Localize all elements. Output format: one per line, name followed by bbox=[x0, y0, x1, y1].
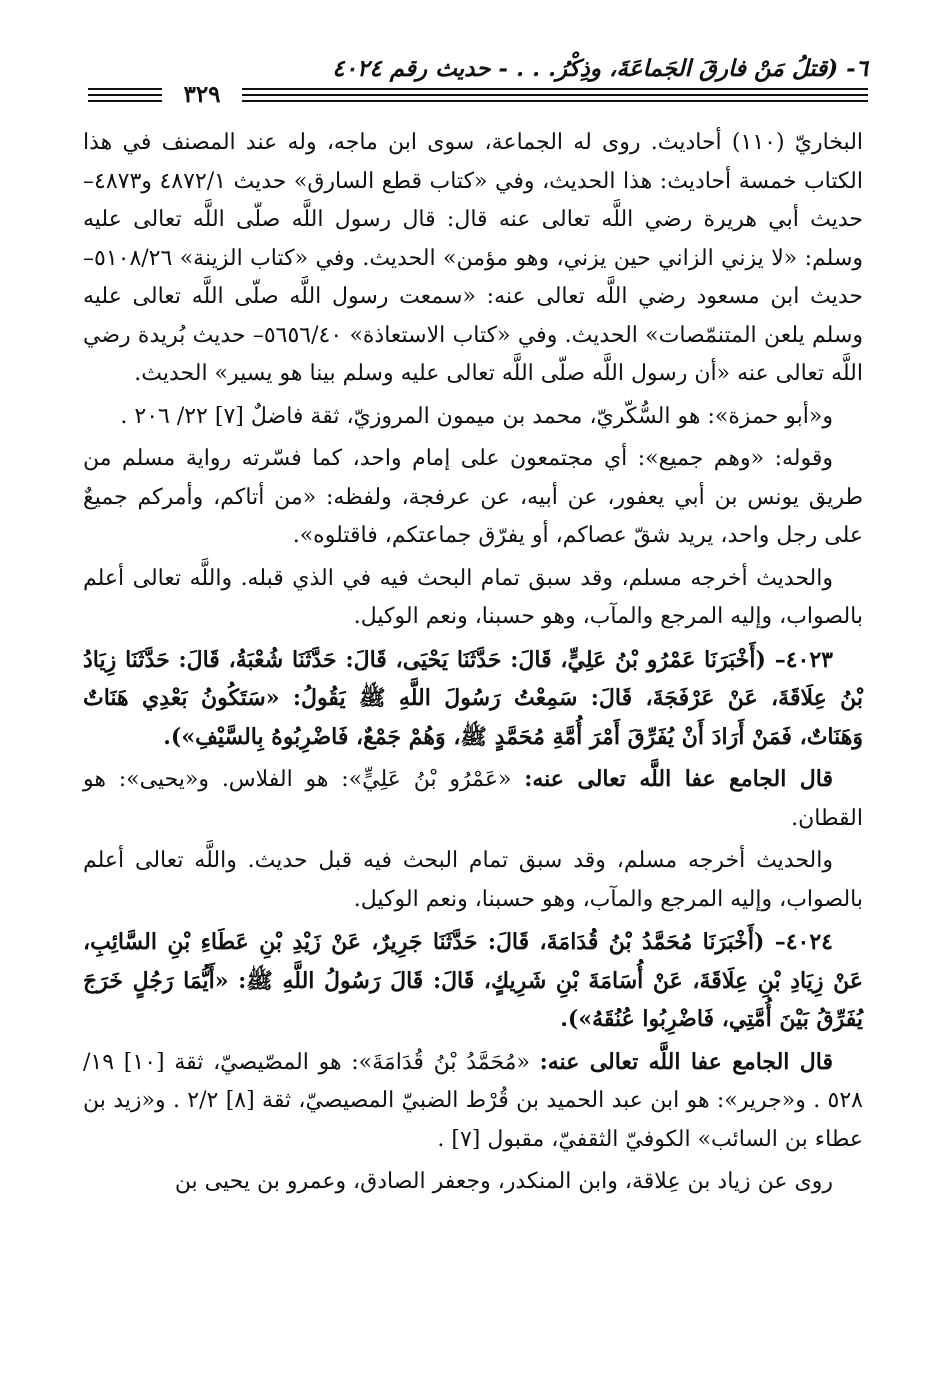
commentary-heading: قال الجامع عفا اللَّه تعالى عنه: bbox=[524, 766, 833, 792]
paragraph: والحديث أخرجه مسلم، وقد سبق تمام البحث فيه قبل حديث. واللَّه تعالى أعلم بالصواب، وإليه المرجع والمآب، وهو حسبنا، ونعم الوكيل. bbox=[83, 848, 863, 912]
page-number: ٣٢٩ bbox=[162, 82, 242, 108]
running-title: ٦- (قتلُ مَنْ فارقَ الجَماعَةَ، وذِكْرُ. . . - حديث رقم ٤٠٢٤ bbox=[332, 55, 868, 82]
commentary-paragraph bbox=[83, 1043, 863, 1160]
page-header bbox=[88, 52, 868, 106]
commentary-text: «عَمْرُو بْنُ عَلِيٍّ»: هو الفلاس. و«يحيى»: هو القطان. bbox=[83, 767, 863, 831]
commentary-paragraph bbox=[83, 760, 863, 838]
commentary-heading: قال الجامع عفا اللَّه تعالى عنه: bbox=[539, 1048, 834, 1075]
paragraph: وقوله: «وهم جميع»: أي مجتمعون على إمام واحد، كما فسّرته رواية مسلم من طريق يونس بن أبي يعفور، عن أبيه، عن عرفجة، ولفظه: «من أتاكم، وأمركم جميعٌ على رجل واحد، يريد شقّ عصاكم، أو يفرّق جماعتكم، فاقتلوه». bbox=[83, 446, 863, 548]
commentary-text: «مُحَمَّدُ بْنُ قُدَامَةَ»: هو المصّيصيّ، ثقة [١٠] ١٩/ ٥٢٨ . و«جرير»: هو ابن عبد الحميد بن قُرْط الضبيّ المصيصيّ، ثقة [٨] ٢/٢ . و«زيد بن عطاء بن السائب» الكوفيّ الثقفيّ، مقبول [٧] . bbox=[83, 1049, 863, 1152]
page-body bbox=[83, 124, 863, 1206]
paragraph: والحديث أخرجه مسلم، وقد سبق تمام البحث فيه في الذي قبله. واللَّه تعالى أعلم بالصواب، وإليه المرجع والمآب، وهو حسبنا، ونعم الوكيل. bbox=[83, 565, 863, 629]
paragraph: و«أبو حمزة»: هو السُّكّريّ، محمد بن ميمون المروزيّ، ثقة فاضلٌ [٧] ٢٢/ ٢٠٦ . bbox=[120, 403, 833, 429]
paragraph: البخاريّ (١١٠) أحاديث. روى له الجماعة، سوى ابن ماجه، وله عند المصنف في هذا الكتاب خمسة أحاديث: هذا الحديث، وفي «كتاب قطع السارق» حديث ٤٨٧٢/١ و٤٨٧٣– حديث أبي هريرة رضي اللَّه تعالى عنه قال: قال رسول اللَّه صلّى اللَّه تعالى عليه وسلم: «لا يزني الزاني حين يزني، وهو مؤمن» الحديث. وفي «كتاب الزينة» ٥١٠٨/٢٦– حديث ابن مسعود رضي اللَّه تعالى عنه: «سمعت رسول اللَّه صلّى اللَّه تعالى عليه وسلم يلعن المتنمّصات» الحديث. وفي «كتاب الاستعاذة» ٥٦٥٦/٤٠– حديث بُريدة رضي اللَّه تعالى عنه «أن رسول اللَّه صلّى اللَّه تعالى عليه وسلم بينا هو يسير» الحديث. bbox=[83, 130, 864, 386]
paragraph: روى عن زياد بن عِلاقة، وابن المنكدر، وجعفر الصادق، وعمرو بن يحيى بن bbox=[174, 1169, 833, 1194]
hadith-text: ٤٠٢٣– (أَخْبَرَنَا عَمْرُو بْنُ عَلِيٍّ، قَالَ: حَدَّثَنَا يَحْيَى، قَالَ: حَدَّثَنَا شُعْبَةُ، قَالَ: حَدَّثَنَا زِيَادُ بْنُ عِلَاقَةَ، عَنْ عَرْفَجَةَ، قَالَ: سَمِعْتُ رَسُولَ اللَّهِ ﷺ يَقُولُ: «سَتَكُونُ بَعْدِي هَنَاتٌ وَهَنَاتٌ، فَمَنْ أَرَادَ أَنْ يُفَرِّقَ أَمْرَ أُمَّةِ مُحَمَّدٍ ﷺ، وَهُمْ جَمْعٌ، فَاضْرِبُوهُ بِالسَّيْفِ»). bbox=[83, 646, 863, 750]
hadith-text: ٤٠٢٤– (أَخْبَرَنَا مُحَمَّدُ بْنُ قُدَامَةَ، قَالَ: حَدَّثَنَا جَرِيرٌ، عَنْ زَيْدِ بْنِ عَطَاءِ بْنِ السَّائِبِ، عَنْ زِيَادِ بْنِ عِلَاقَةَ، عَنْ أُسَامَةَ بْنِ شَرِيكٍ، قَالَ: قَالَ رَسُولُ اللَّهِ ﷺ: «أَيُّمَا رَجُلٍ خَرَجَ يُفَرِّقُ بَيْنَ أُمَّتِي، فَاضْرِبُوا عُنُقَهُ»). bbox=[83, 929, 863, 1032]
